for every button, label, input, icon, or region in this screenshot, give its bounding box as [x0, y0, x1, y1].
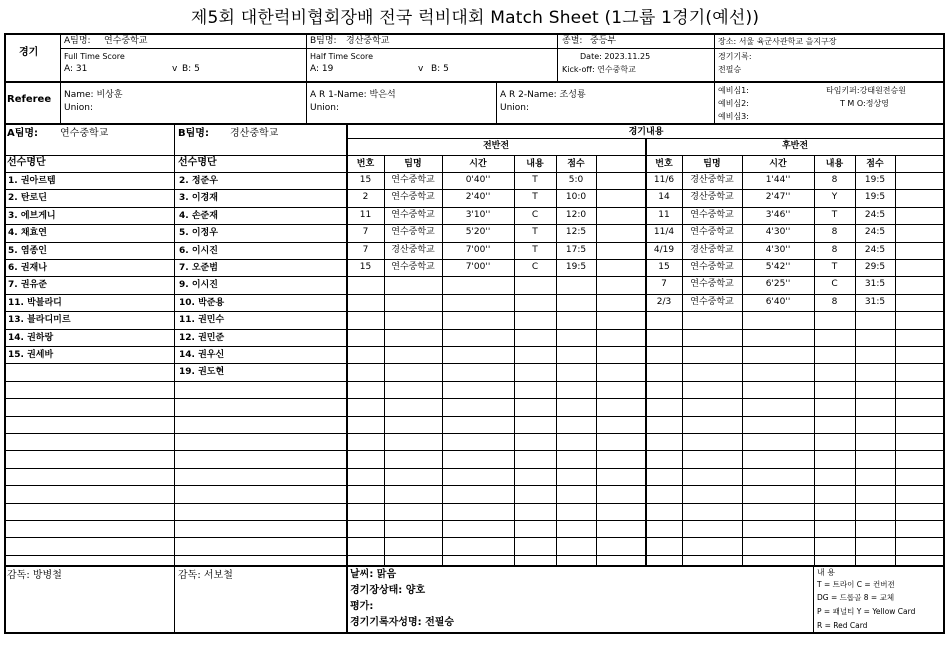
first-half-time-cell: 7'00''	[465, 262, 491, 272]
second-half-team-cell: 연수중학교	[690, 227, 734, 237]
second-half-time-cell: 4'30''	[765, 227, 791, 237]
legend-line-2: DG = 드롭골 8 = 교체	[817, 593, 895, 602]
first-half-type-cell: T	[532, 192, 538, 202]
first-half-number-cell: 15	[359, 175, 372, 185]
first-half-team-cell: 연수중학교	[391, 262, 435, 272]
roster-a-label: A팀명:	[7, 128, 39, 139]
second-half-col-type: 내용	[825, 159, 844, 169]
roster-a-player: 5. 염종인	[8, 246, 47, 256]
legend-line-1: T = 트라이 C = 컨버젼	[817, 580, 895, 589]
first-half-type-cell: C	[531, 210, 539, 220]
roster-b-team: 경산중학교	[230, 128, 279, 139]
full-time-score-label: Full Time Score	[64, 52, 125, 61]
record-value: 전필승	[718, 65, 742, 74]
first-half-team-cell: 연수중학교	[391, 175, 435, 185]
half-time-score-v: v	[418, 64, 424, 74]
second-half-team-cell: 경산중학교	[690, 175, 734, 185]
second-half-col-team: 팀명	[703, 159, 721, 169]
roster-b-player: 12. 권민준	[179, 333, 225, 343]
roster-a-player: 6. 권재나	[8, 263, 47, 273]
second-half-type-cell: T	[831, 210, 838, 220]
roster-b-player: 10. 박준용	[179, 298, 225, 308]
scoring-title: 경기내용	[628, 127, 664, 137]
first-half-type-cell: T	[532, 175, 538, 185]
second-half-time-cell: 6'40''	[765, 297, 791, 307]
second-half-score-cell: 29:5	[864, 262, 886, 272]
first-half-number-cell: 15	[359, 262, 372, 272]
second-half-col-score: 점수	[866, 159, 884, 169]
first-half-col-team: 팀명	[404, 159, 422, 169]
kickoff: Kick-off: 연수중학교	[562, 65, 636, 74]
second-half-number-cell: 4/19	[653, 245, 675, 255]
second-half-score-cell: 24:5	[864, 227, 886, 237]
first-half-score-cell: 12:0	[565, 210, 587, 220]
roster-a-player: 13. 블라디미르	[8, 315, 71, 325]
second-half-number-cell: 7	[661, 279, 667, 289]
first-half-type-cell: T	[532, 245, 538, 255]
roster-b-player: 9. 이시진	[179, 280, 218, 290]
second-half-score-cell: 19:5	[864, 175, 886, 185]
second-half-time-cell: 1'44''	[765, 175, 791, 185]
first-half-team-cell: 경산중학교	[391, 245, 435, 255]
second-half-team-cell: 경산중학교	[690, 245, 734, 255]
second-half-time-cell: 2'47''	[765, 192, 791, 202]
second-half-number-cell: 11/4	[653, 227, 675, 237]
full-time-score-a: A: 31	[64, 64, 88, 74]
second-half-type-cell: C	[831, 279, 838, 289]
roster-b-player: 2. 정준우	[179, 176, 218, 186]
first-half-team-cell: 연수중학교	[391, 210, 435, 220]
second-half-team-cell: 연수중학교	[690, 297, 734, 307]
first-half-score-cell: 10:0	[565, 192, 587, 202]
second-half-score-cell: 24:5	[864, 245, 886, 255]
roster-b-player: 6. 이시진	[179, 246, 218, 256]
full-time-score-b: B: 5	[182, 64, 200, 74]
roster-a-col-title: 선수명단	[7, 157, 46, 168]
reserve-referee-3: 예비심3:	[718, 112, 749, 121]
first-half-time-cell: 0'40''	[465, 175, 491, 185]
a-team-label: A팀명:	[64, 36, 91, 46]
record-label: 경기기록:	[718, 52, 752, 61]
second-half-type-cell: 8	[831, 297, 838, 307]
second-half-number-cell: 11/6	[653, 175, 675, 185]
first-half-score-cell: 12:5	[565, 227, 587, 237]
first-half-col-type: 내용	[526, 159, 544, 169]
roster-b-player: 11. 권민수	[179, 315, 225, 325]
first-half-score-cell: 5:0	[568, 175, 584, 185]
second-half-team-cell: 경산중학교	[690, 192, 734, 202]
roster-b-player: 7. 오준범	[179, 263, 218, 273]
ar2-name: A R 2-Name: 조성룡	[500, 90, 586, 100]
first-half-type-cell: C	[531, 262, 539, 272]
second-half-team-cell: 연수중학교	[690, 210, 734, 220]
roster-a-team: 연수중학교	[60, 128, 109, 139]
second-half-team-cell: 연수중학교	[690, 262, 734, 272]
referee-union: Union:	[64, 103, 94, 113]
first-half-time-cell: 3'10''	[465, 210, 491, 220]
tmo: T M O:정상영	[840, 99, 889, 108]
page-title: 제5회 대한럭비협회장배 전국 럭비대회 Match Sheet (1그룹 1경기(예선))	[190, 8, 760, 28]
first-half-col-time: 시간	[469, 159, 487, 169]
second-half-col-time: 시간	[769, 159, 787, 169]
second-half-score-cell: 19:5	[864, 192, 886, 202]
first-half-time-cell: 5'20''	[465, 227, 491, 237]
first-half-title: 전반전	[482, 141, 510, 151]
first-half-col-score: 점수	[567, 159, 585, 169]
second-half-type-cell: 8	[831, 245, 838, 255]
first-half-col-number: 번호	[356, 159, 375, 169]
legend-line-3: P = 패널티 Y = Yellow Card	[817, 607, 916, 616]
first-half-score-cell: 17:5	[565, 245, 587, 255]
second-half-score-cell: 24:5	[864, 210, 886, 220]
second-half-time-cell: 6'25''	[765, 279, 791, 289]
game-label: 경기	[19, 47, 39, 58]
roster-b-player: 19. 권도현	[179, 367, 225, 377]
second-half-type-cell: T	[831, 262, 838, 272]
roster-a-player: 1. 권아르템	[8, 176, 56, 186]
ar1-name: A R 1-Name: 박은석	[310, 90, 396, 100]
venue: 장소: 서울 육군사관학교 을지구장	[718, 37, 837, 46]
second-half-type-cell: 8	[831, 175, 838, 185]
a-team-name: 연수중학교	[104, 36, 148, 46]
second-half-type-cell: Y	[831, 192, 838, 202]
second-half-score-cell: 31:5	[864, 297, 886, 307]
first-half-number-cell: 7	[362, 245, 369, 255]
ar2-union: Union:	[500, 103, 530, 113]
first-half-number-cell: 11	[359, 210, 372, 220]
second-half-type-cell: 8	[831, 227, 838, 237]
recorder: 경기기록자성명: 전필승	[350, 617, 455, 628]
second-half-time-cell: 4'30''	[765, 245, 791, 255]
half-time-score-label: Half Time Score	[310, 52, 374, 61]
roster-a-player: 14. 권하랑	[8, 333, 54, 343]
second-half-time-cell: 3'46''	[765, 210, 791, 220]
first-half-team-cell: 연수중학교	[391, 192, 435, 202]
roster-a-player: 15. 권세바	[8, 350, 54, 360]
full-time-score-v: v	[172, 64, 178, 74]
second-half-score-cell: 31:5	[864, 279, 886, 289]
second-half-team-cell: 연수중학교	[690, 279, 734, 289]
roster-a-player: 11. 박블라디	[8, 298, 62, 308]
second-half-number-cell: 11	[658, 210, 670, 220]
category-label: 종별:	[562, 36, 583, 46]
b-team-label: B팀명:	[310, 36, 337, 46]
b-team-name: 경산중학교	[346, 36, 390, 46]
first-half-time-cell: 2'40''	[465, 192, 491, 202]
roster-a-player: 7. 권유준	[8, 280, 47, 290]
field-condition: 경기장상태: 양호	[350, 585, 426, 596]
second-half-col-number: 번호	[655, 159, 673, 169]
roster-b-label: B팀명:	[178, 128, 209, 139]
second-half-time-cell: 5'42''	[765, 262, 791, 272]
reserve-referee-1: 예비심1:	[718, 86, 749, 95]
roster-b-player: 14. 권우신	[179, 350, 225, 360]
referee-label: Referee	[7, 94, 52, 105]
half-time-score-b: B: 5	[431, 64, 449, 74]
match-date: Date: 2023.11.25	[580, 52, 651, 61]
rating: 평가:	[350, 601, 374, 612]
roster-a-player: 3. 에브게니	[8, 211, 56, 221]
roster-b-player: 5. 이정우	[179, 228, 218, 238]
first-half-number-cell: 7	[362, 227, 369, 237]
timekeeper: 타임키퍼:강태원전승원	[826, 86, 906, 95]
coach-b: 감독: 서보철	[178, 570, 233, 581]
legend-title: 내 용	[817, 568, 835, 577]
category-value: 중등부	[590, 36, 617, 46]
second-half-number-cell: 14	[658, 192, 670, 202]
roster-a-player: 4. 채효연	[8, 228, 47, 238]
legend-line-4: R = Red Card	[817, 621, 868, 630]
second-half-number-cell: 2/3	[656, 297, 672, 307]
roster-b-player: 4. 손준재	[179, 211, 218, 221]
first-half-score-cell: 19:5	[565, 262, 587, 272]
referee-name: Name: 비상훈	[64, 90, 123, 100]
first-half-type-cell: T	[532, 227, 538, 237]
second-half-title: 후반전	[781, 141, 809, 151]
weather: 날씨: 맑음	[350, 569, 397, 580]
roster-b-col-title: 선수명단	[178, 157, 217, 168]
coach-a: 감독: 방병철	[7, 570, 62, 581]
first-half-number-cell: 2	[362, 192, 369, 202]
second-half-number-cell: 15	[658, 262, 670, 272]
roster-b-player: 3. 이경재	[179, 193, 218, 203]
first-half-time-cell: 7'00''	[465, 245, 491, 255]
reserve-referee-2: 예비심2:	[718, 99, 749, 108]
first-half-team-cell: 연수중학교	[391, 227, 435, 237]
half-time-score-a: A: 19	[310, 64, 334, 74]
ar1-union: Union:	[310, 103, 340, 113]
roster-a-player: 2. 탄로딘	[8, 193, 47, 203]
